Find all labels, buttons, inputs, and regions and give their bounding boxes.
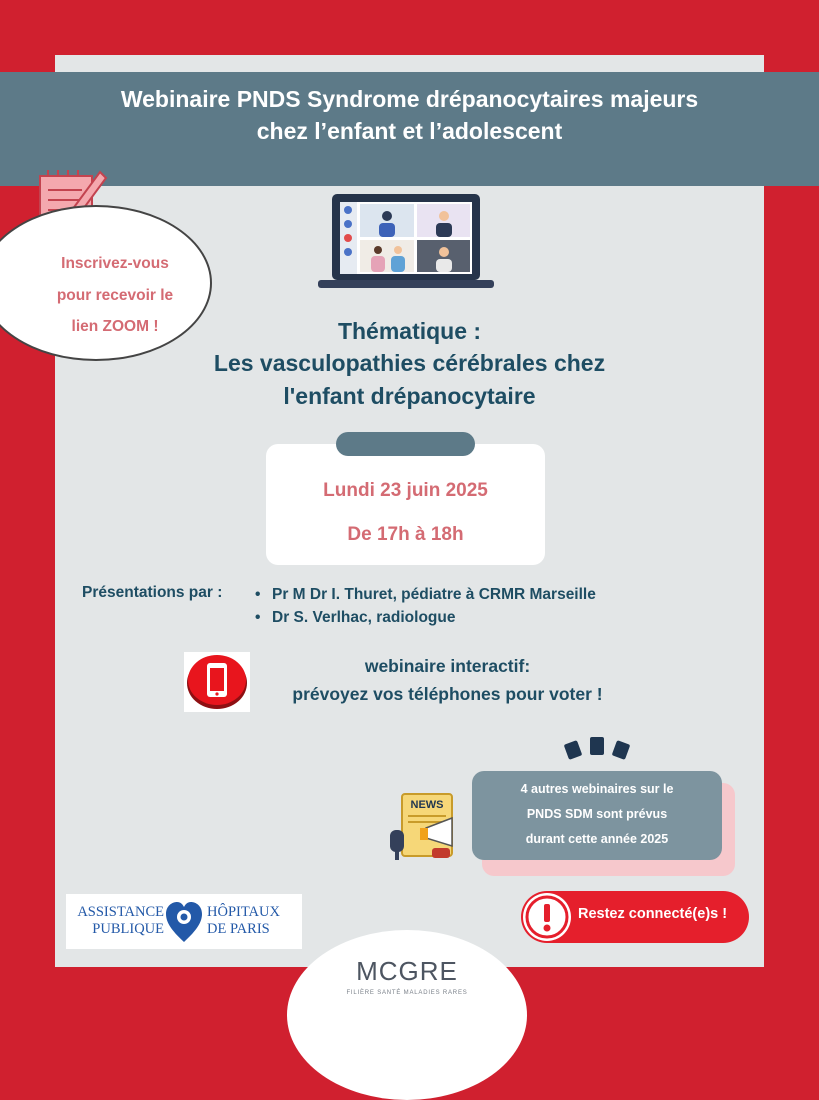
upcoming-line1: 4 autres webinaires sur le (520, 782, 674, 796)
mcgre-logo: MCGRE (356, 956, 458, 986)
event-date: Lundi 23 juin 2025 (323, 480, 488, 501)
event-time: De 17h à 18h (347, 524, 464, 545)
register-line3: lien ZOOM ! (71, 318, 159, 335)
aphp-right-line2: DE PARIS (207, 921, 270, 937)
register-line1: Inscrivez-vous (61, 255, 169, 272)
theme-line2: l'enfant drépanocytaire (283, 383, 536, 409)
theme-label: Thématique : (337, 318, 482, 344)
laptop-video-call-icon (318, 192, 494, 292)
speaker-bullet: • (255, 609, 261, 626)
header-title-line2: chez l’enfant et l’adolescent (256, 118, 563, 144)
news-megaphone-icon (386, 790, 466, 862)
theme-line1: Les vasculopathies cérébrales chez (213, 350, 606, 376)
speaker-bullet: • (255, 586, 261, 603)
aphp-logo (66, 894, 302, 949)
interactive-line1: webinaire interactif: (364, 656, 531, 676)
mcgre-subtitle: FILIÈRE SANTÉ MALADIES RARES (346, 990, 468, 996)
presentations-label: Présentations par : (82, 584, 223, 601)
upcoming-line3: durant cette année 2025 (525, 832, 669, 846)
header-title-line1: Webinaire PNDS Syndrome drépanocytaires majeurs (120, 86, 699, 112)
card-clip (336, 432, 475, 456)
alert-icon (523, 893, 571, 941)
emphasis-marks-icon (562, 734, 632, 764)
aphp-right-line1: HÔPITAUX (207, 904, 280, 920)
date-card (266, 444, 545, 565)
interactive-line2: prévoyez vos téléphones pour voter ! (292, 684, 603, 704)
register-line2: pour recevoir le (56, 287, 174, 304)
news-label: NEWS (410, 799, 444, 811)
aphp-left-line2: PUBLIQUE (92, 921, 164, 937)
upcoming-line2: PNDS SDM sont prévus (526, 807, 668, 821)
heart-logo-icon (165, 900, 203, 944)
speaker-item: Pr M Dr I. Thuret, pédiatre à CRMR Marseille (272, 586, 596, 603)
stay-connected-text: Restez connecté(e)s ! (578, 906, 728, 922)
aphp-left-line1: ASSISTANCE (77, 904, 164, 920)
speaker-item: Dr S. Verlhac, radiologue (272, 609, 456, 626)
